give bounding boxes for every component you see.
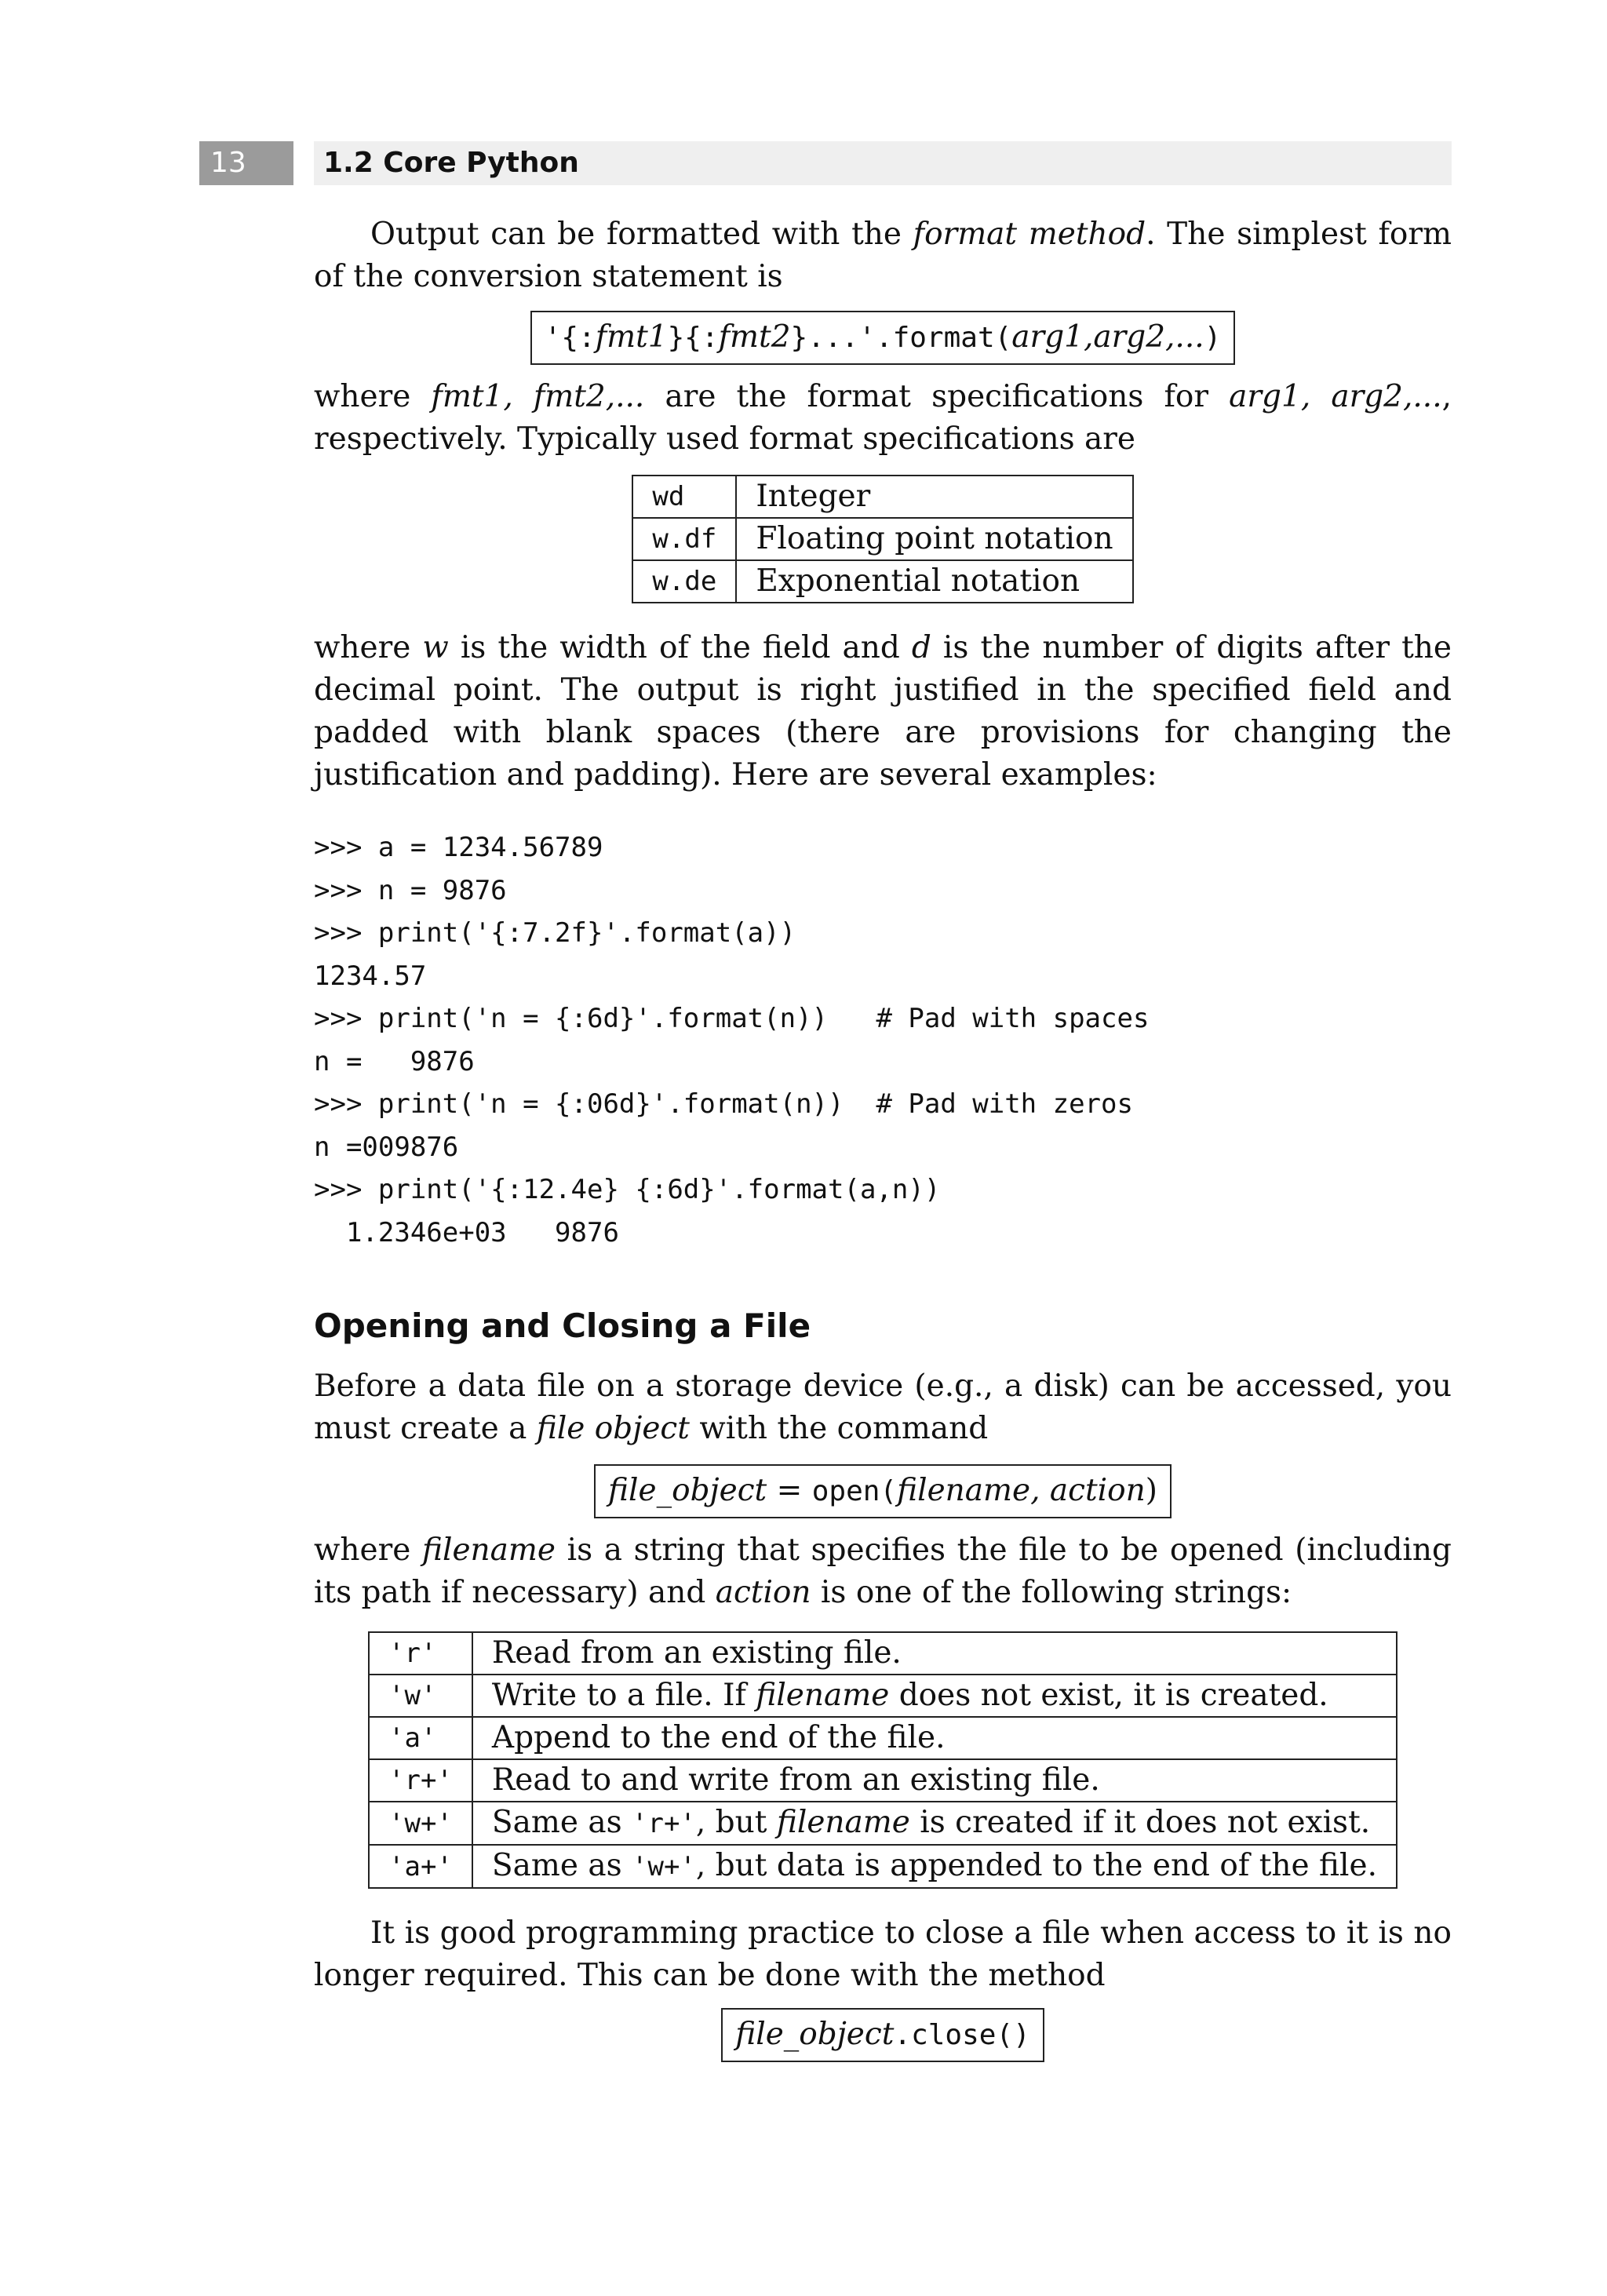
code-example: >>> a = 1234.56789 >>> n = 9876 >>> print('{:7.2f}'.format(a)) 1234.57 >>> print('n = {:6d}'.format(n)) # Pad with spaces n = 9876 >>> print('n = {:06d}'.format(n)) # Pad with zeros n =009876 >>> print('{:12.4e} {:6d}'.format(a,n)) 1.2346e+03 9876 (314, 832, 1150, 1248)
section-heading: Opening and Closing a File (314, 1307, 811, 1345)
intro-paragraph: Output can be formatted with the format method. The simplest form of the conversion statement is (314, 217, 1452, 294)
open-statement (314, 1464, 1452, 1518)
running-header: 1.2 Core Python (314, 141, 1452, 185)
table-row (369, 1802, 1397, 1845)
action-code: 'a+' (369, 1845, 472, 1888)
action-code: 'w+' (369, 1802, 472, 1845)
file-object-paragraph: Before a data file on a storage device (e.g., a disk) can be accessed, you must create a file object with the command (314, 1368, 1452, 1446)
content (314, 213, 1452, 2062)
filename-action-paragraph: where filename is a string that specifies the file to be opened (including its path if necessary) and action is one of the following strings: (314, 1532, 1452, 1610)
table-row (369, 1717, 1397, 1759)
action-code: 'r' (369, 1632, 472, 1675)
close-statement-box: file_object.close() (721, 2008, 1044, 2062)
table-row (632, 560, 1132, 603)
table-row (369, 1845, 1397, 1888)
format-spec-table (632, 475, 1133, 603)
format-statement (314, 311, 1452, 365)
action-desc: Write to a file. If filename does not exist, it is created. (472, 1675, 1397, 1717)
open-statement-box: file_object = open(filename, action) (594, 1464, 1172, 1518)
table-row (369, 1632, 1397, 1675)
spec-desc: Integer (736, 476, 1132, 518)
width-digits-paragraph: where w is the width of the field and d is the number of digits after the decimal point. The output is right justified in the specified field and padded with blank spaces (there are provisions for changing the justification and padding). Here are several examples: (314, 630, 1452, 793)
spec-code: wd (632, 476, 736, 518)
spec-desc: Exponential notation (736, 560, 1132, 603)
table-row (369, 1759, 1397, 1802)
table-row (632, 476, 1132, 518)
action-desc: Read from an existing file. (472, 1632, 1397, 1675)
action-desc: Same as 'r+', but filename is created if it does not exist. (472, 1802, 1397, 1845)
action-desc: Append to the end of the file. (472, 1717, 1397, 1759)
action-desc: Read to and write from an existing file. (472, 1759, 1397, 1802)
spec-code: w.de (632, 560, 736, 603)
action-desc: Same as 'w+', but data is appended to the end of the file. (472, 1845, 1397, 1888)
action-code: 'r+' (369, 1759, 472, 1802)
table-row (632, 518, 1132, 560)
spec-code: w.df (632, 518, 736, 560)
action-code: 'a' (369, 1717, 472, 1759)
spec-desc: Floating point notation (736, 518, 1132, 560)
page-number: 13 (199, 141, 293, 185)
action-table (368, 1631, 1397, 1889)
closing-paragraph: It is good programming practice to close a file when access to it is no longer required. This can be done with the method (314, 1915, 1452, 1993)
action-code: 'w' (369, 1675, 472, 1717)
format-spec-paragraph: where fmt1, fmt2,... are the format specifications for arg1, arg2,..., respectively. Typically used format specifications are (314, 379, 1452, 457)
close-statement (314, 2008, 1452, 2062)
table-row (369, 1675, 1397, 1717)
format-statement-box: '{:fmt1}{:fmt2}...'.format(arg1,arg2,...) (530, 311, 1236, 365)
